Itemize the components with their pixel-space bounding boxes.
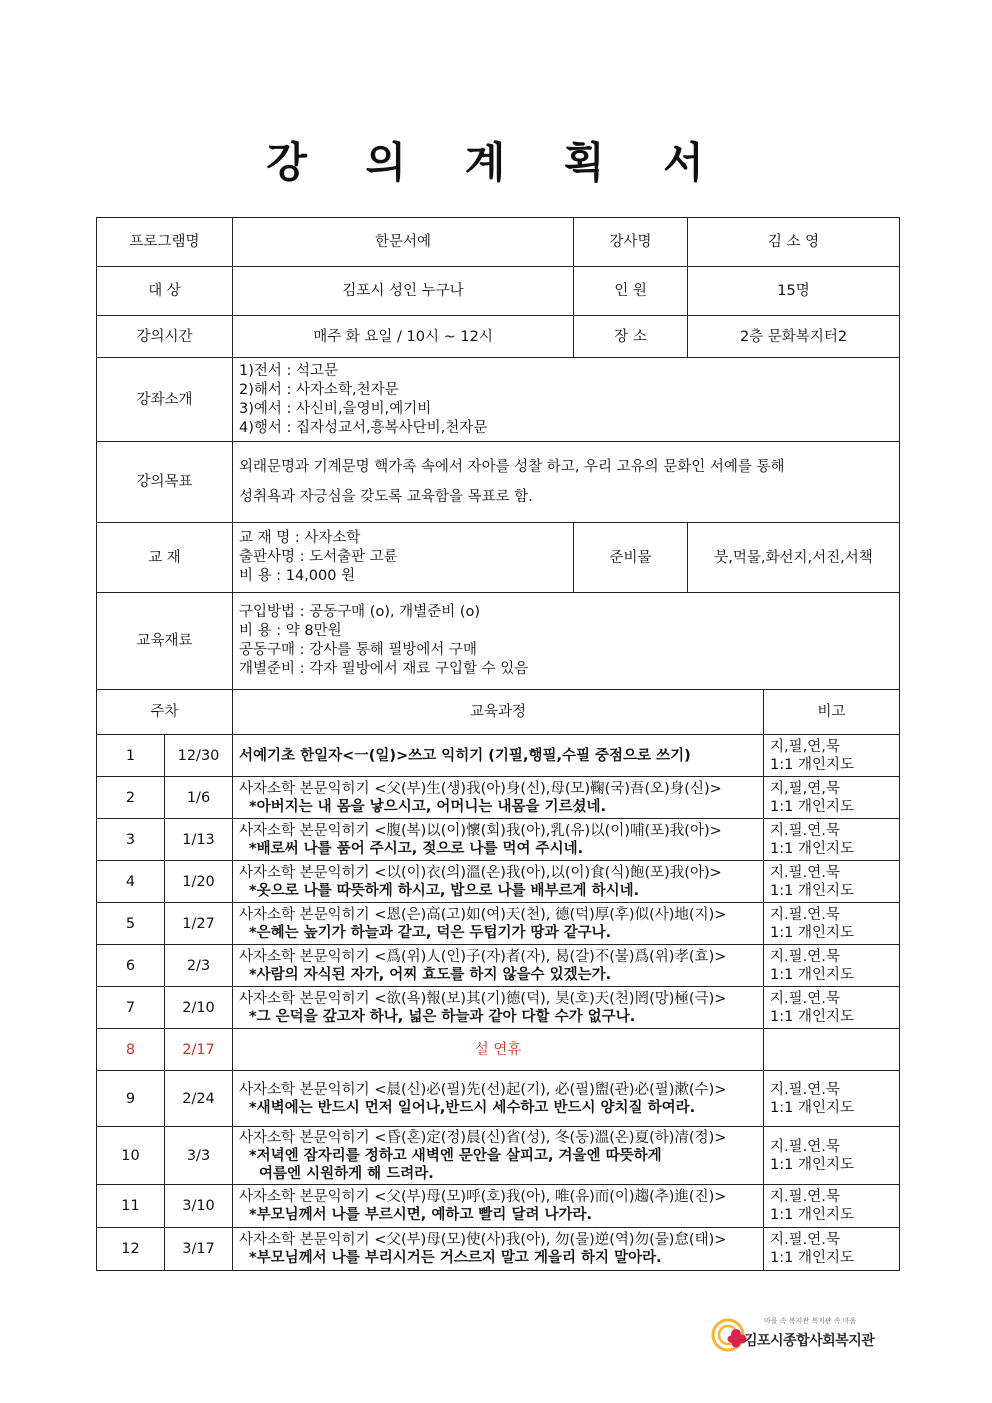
week-date: 3/3 [165, 1127, 233, 1185]
course-line: 사자소학 본문익히기 <昏(혼)定(정)晨(신)省(성), 冬(동)溫(온)夏(하)凊(정)> [239, 1129, 727, 1146]
materials-label: 교육재료 [97, 593, 233, 690]
goal-label: 강의목표 [97, 442, 233, 523]
instructor-value: 김 소 영 [688, 218, 900, 267]
course-text [233, 777, 764, 819]
note-line: 지.필.연.묵 [770, 1138, 840, 1155]
course-meaning: *아버지는 내 몸을 낳으시고, 어머니는 내몸을 기르셨네. [249, 798, 607, 815]
schedule-row [97, 1071, 900, 1127]
note-cell [764, 1127, 900, 1185]
note-line: 지.필.연.묵 [770, 1081, 840, 1098]
schedule-header-row [97, 690, 900, 735]
schedule-row [97, 819, 900, 861]
intro-line: 2)해서 : 사자소학,천자문 [239, 381, 399, 398]
week-date: 2/24 [165, 1071, 233, 1127]
week-number: 11 [97, 1185, 165, 1228]
note-line: 1:1 개인지도 [770, 1099, 854, 1116]
note-line: 지.필.연.묵 [770, 906, 840, 923]
note-line: 지.필.연.묵 [770, 948, 840, 965]
week-date: 12/30 [165, 735, 233, 777]
note-line: 1:1 개인지도 [770, 1250, 854, 1266]
row-textbook [97, 523, 900, 593]
course-text [233, 903, 764, 945]
row-intro [97, 358, 900, 442]
row-program [97, 218, 900, 267]
target-value: 김포시 성인 누구나 [233, 267, 574, 316]
note-line: 지.필.연.묵 [770, 990, 840, 1007]
schedule-row [97, 987, 900, 1029]
count-label: 인 원 [574, 267, 688, 316]
intro-label: 강좌소개 [97, 358, 233, 442]
intro-line: 1)전서 : 석고문 [239, 362, 339, 379]
course-meaning: *배로써 나를 품어 주시고, 젖으로 나를 먹여 주시네. [249, 840, 584, 857]
week-number: 10 [97, 1127, 165, 1185]
program-label: 프로그램명 [97, 218, 233, 267]
note-line: 지.필.연.묵 [770, 1189, 840, 1205]
course-text [233, 1071, 764, 1127]
week-number: 1 [97, 735, 165, 777]
intro-value [233, 358, 900, 442]
materials-line: 개별준비 : 각자 필방에서 재료 구입할 수 있음 [239, 661, 529, 677]
course-text [233, 861, 764, 903]
note-cell [764, 735, 900, 777]
textbook-line: 출판사명 : 도서출판 고륜 [239, 549, 398, 565]
note-line: 1:1 개인지도 [770, 756, 854, 773]
course-line: 사자소학 본문익히기 <父(부)母(모)呼(호)我(아), 唯(유)而(이)趨(추)進(진)> [239, 1189, 727, 1205]
note-cell [764, 945, 900, 987]
lecture-plan-table [96, 217, 900, 1271]
note-line: 지,필,연,묵 [770, 780, 840, 797]
note-line: 1:1 개인지도 [770, 966, 854, 983]
goal-line: 성취욕과 자긍심을 갖도록 교육함을 목표로 함. [239, 489, 533, 505]
week-date: 3/17 [165, 1228, 233, 1271]
week-date: 3/10 [165, 1185, 233, 1228]
course-line: 사자소학 본문익히기 <爲(위)人(인)子(자)者(자), 曷(갈)不(불)爲(위)孝(효)> [239, 948, 727, 965]
note-cell [764, 903, 900, 945]
course-text [233, 819, 764, 861]
course-line: 사자소학 본문익히기 <欲(욕)報(보)其(기)德(덕), 昊(호)天(천)罔(망)極(극)> [239, 990, 727, 1007]
note-line: 지,필,연,묵 [770, 738, 840, 755]
supplies-value: 붓,먹물,화선지,서진,서책 [688, 523, 900, 593]
week-number: 9 [97, 1071, 165, 1127]
row-target [97, 267, 900, 316]
row-materials [97, 593, 900, 690]
schedule-row [97, 903, 900, 945]
week-number: 5 [97, 903, 165, 945]
count-value: 15명 [688, 267, 900, 316]
note-line: 1:1 개인지도 [770, 1207, 854, 1223]
note-line: 지.필.연.묵 [770, 822, 840, 839]
note-cell [764, 1071, 900, 1127]
schedule-row [97, 777, 900, 819]
textbook-line: 교 재 명 : 사자소학 [239, 530, 361, 546]
week-date: 2/10 [165, 987, 233, 1029]
week-date: 1/13 [165, 819, 233, 861]
note-cell [764, 819, 900, 861]
week-date: 2/17 [165, 1029, 233, 1071]
intro-line: 3)예서 : 사신비,을영비,예기비 [239, 400, 432, 417]
target-label: 대 상 [97, 267, 233, 316]
course-meaning: *그 은덕을 갚고자 하나, 넓은 하늘과 같아 다할 수가 없구나. [249, 1008, 636, 1025]
schedule-row [97, 861, 900, 903]
page-title: 강 의 계 획 서 [266, 138, 726, 187]
time-value: 매주 화 요일 / 10시 ~ 12시 [233, 316, 574, 358]
week-date: 2/3 [165, 945, 233, 987]
course-line: 사자소학 본문익히기 <晨(신)必(필)先(선)起(기), 必(필)盥(관)必(필)漱(수)> [239, 1081, 727, 1098]
note-line: 1:1 개인지도 [770, 798, 854, 815]
note-cell [764, 861, 900, 903]
course-meaning: *새벽에는 반드시 먼저 일어나,반드시 세수하고 반드시 양치질 하여라. [249, 1099, 696, 1116]
course-line: 사자소학 본문익히기 <父(부)生(생)我(아)身(신),母(모)鞠(국)吾(오)身(신)> [239, 780, 722, 797]
course-meaning: *저녁엔 잠자리를 정하고 새벽엔 문안을 살피고, 겨울엔 따뜻하게 [249, 1147, 662, 1164]
note-cell [764, 1029, 900, 1071]
note-line: 1:1 개인지도 [770, 1156, 854, 1173]
row-time [97, 316, 900, 358]
course-meaning: *부모님께서 나를 부르시면, 예하고 빨리 달려 나가라. [249, 1207, 593, 1223]
course-meaning: *은혜는 높기가 하늘과 같고, 덕은 두텁기가 땅과 같구나. [249, 924, 612, 941]
schedule-row [97, 1127, 900, 1185]
note-line: 1:1 개인지도 [770, 1008, 854, 1025]
course-text [233, 945, 764, 987]
schedule-row [97, 735, 900, 777]
course-line: 사자소학 본문익히기 <腹(복)以(이)懷(회)我(아),乳(유)以(이)哺(포)我(아)> [239, 822, 722, 839]
course-text [233, 987, 764, 1029]
intro-line: 4)행서 : 집자성교서,흥복사단비,천자문 [239, 419, 488, 436]
week-number: 3 [97, 819, 165, 861]
week-date: 1/20 [165, 861, 233, 903]
materials-line: 비 용 : 약 8만원 [239, 623, 342, 639]
logo-name: 김포시종합사회복지관 [744, 1333, 875, 1349]
course-meaning: *사람의 자식된 자가, 어찌 효도를 하지 않을수 있겠는가. [249, 966, 612, 983]
course-text [233, 1127, 764, 1185]
row-goal [97, 442, 900, 523]
course-meaning-cont: 여름엔 시원하게 해 드려라. [259, 1165, 434, 1182]
place-value: 2층 문화복지터2 [688, 316, 900, 358]
place-label: 장 소 [574, 316, 688, 358]
course-meaning: *부모님께서 나를 부리시거든 거스르지 말고 게을리 하지 말아라. [249, 1250, 662, 1266]
time-label: 강의시간 [97, 316, 233, 358]
program-value: 한문서예 [233, 218, 574, 267]
goal-value [233, 442, 900, 523]
week-date: 1/27 [165, 903, 233, 945]
textbook-label: 교 재 [97, 523, 233, 593]
note-line: 1:1 개인지도 [770, 924, 854, 941]
note-line: 1:1 개인지도 [770, 840, 854, 857]
course-text [233, 1228, 764, 1271]
goal-line: 외래문명과 기계문명 핵가족 속에서 자아를 성찰 하고, 우리 고유의 문화인 서예를 통해 [239, 459, 785, 475]
schedule-row-holiday [97, 1029, 900, 1071]
materials-value [233, 593, 900, 690]
week-number: 6 [97, 945, 165, 987]
course-line: 사자소학 본문익히기 <以(이)衣(의)溫(온)我(아),以(이)食(식)飽(포)我(아)> [239, 864, 722, 881]
note-cell [764, 1228, 900, 1271]
textbook-line: 비 용 : 14,000 원 [239, 568, 356, 584]
course-meaning: *옷으로 나를 따뜻하게 하시고, 밥으로 나를 배부르게 하시네. [249, 882, 640, 899]
week-header: 주차 [97, 690, 233, 735]
note-cell [764, 777, 900, 819]
week-number: 4 [97, 861, 165, 903]
schedule-row [97, 1185, 900, 1228]
course-line: 사자소학 본문익히기 <恩(은)高(고)如(여)天(천), 德(덕)厚(후)似(사)地(지)> [239, 906, 727, 923]
materials-line: 구입방법 : 공동구매 (o), 개별준비 (o) [239, 604, 481, 620]
instructor-label: 강사명 [574, 218, 688, 267]
note-line: 지.필.연.묵 [770, 1232, 840, 1248]
logo-slogan: 마을 속 복지관 복지관 속 마을 [764, 1317, 857, 1325]
course-text: 서예기초 한일자<一(일)>쓰고 익히기 (기필,행필,수필 중점으로 쓰기) [233, 735, 764, 777]
week-number: 12 [97, 1228, 165, 1271]
supplies-label: 준비물 [574, 523, 688, 593]
note-cell [764, 1185, 900, 1228]
week-number: 7 [97, 987, 165, 1029]
schedule-row [97, 945, 900, 987]
note-line: 지.필.연.묵 [770, 864, 840, 881]
holiday-text: 설 연휴 [233, 1029, 764, 1071]
note-cell [764, 987, 900, 1029]
week-number: 8 [97, 1029, 165, 1071]
course-text [233, 1185, 764, 1228]
week-number: 2 [97, 777, 165, 819]
note-header: 비고 [764, 690, 900, 735]
textbook-value [233, 523, 574, 593]
week-date: 1/6 [165, 777, 233, 819]
note-line: 1:1 개인지도 [770, 882, 854, 899]
schedule-row [97, 1228, 900, 1271]
materials-line: 공동구매 : 강사를 통해 필방에서 구매 [239, 642, 478, 658]
course-line: 사자소학 본문익히기 <父(부)母(모)使(사)我(아), 勿(물)逆(역)勿(물)怠(태)> [239, 1232, 727, 1248]
course-header: 교육과정 [233, 690, 764, 735]
